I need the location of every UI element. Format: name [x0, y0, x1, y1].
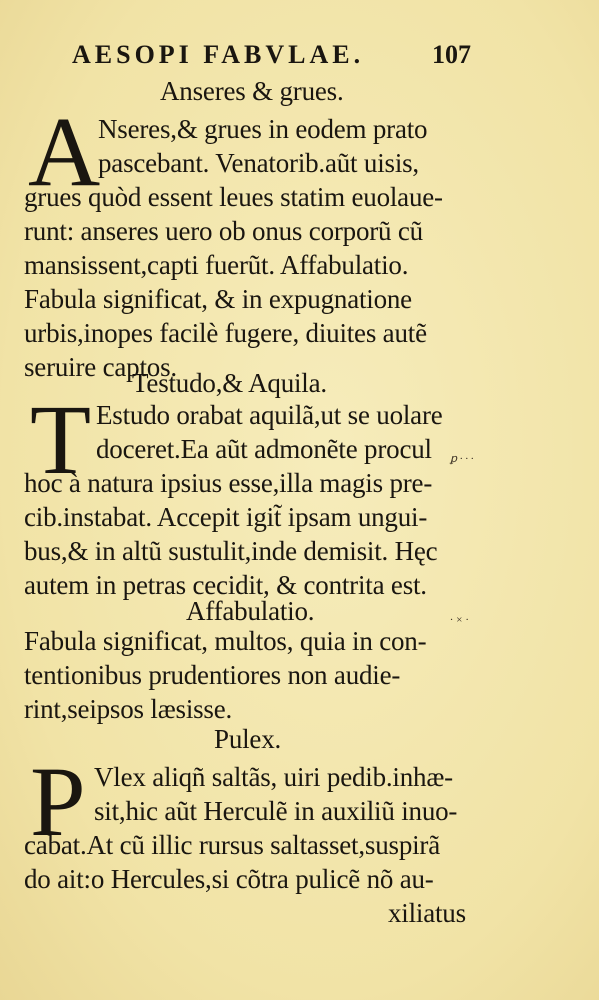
fable-title: Anseres & grues.: [160, 76, 344, 106]
text-line: cib.instabat. Accepit igit̃ ipsam ungui-: [24, 502, 428, 532]
text-line: doceret.Ea aũt admonẽte procul: [96, 434, 432, 464]
text-line: Estudo orabat aquilã,ut se uolare: [96, 400, 443, 430]
text-line: hoc à natura ipsius esse,illa magis pre-: [24, 468, 433, 498]
text-line: do ait:o Hercules,si cõtra pulicẽ nõ au-: [24, 864, 434, 894]
text-line: autem in petras cecidit, & contrita est.: [24, 570, 427, 600]
catchword: xiliatus: [388, 898, 466, 928]
text-line: cabat.At cũ illic rursus saltasset,suspirã: [24, 830, 440, 860]
text-line: Vlex aliqñ saltãs, uiri pedib.inhæ-: [94, 762, 453, 792]
text-line: runt: anseres uero ob onus corporũ cũ: [24, 216, 423, 246]
page-number: 107: [432, 40, 471, 69]
text-line: mansissent,capti fuerũt. Affabulatio.: [24, 250, 409, 280]
text-line: pascebant. Venatorib.aũt uisis,: [98, 148, 419, 178]
drop-capital: P: [30, 746, 86, 857]
marginal-note: ∙ × ∙: [450, 614, 469, 626]
text-line: bus,& in altũ sustulit,inde demisit. Hęc: [24, 536, 438, 566]
text-line: urbis,inopes facilè fugere, diuites autẽ: [24, 318, 427, 348]
text-line: Fabula significat, multos, quia in con-: [24, 626, 427, 656]
text-line: Nseres,& grues in eodem prato: [98, 114, 428, 144]
marginal-note: ꝑ ∙ ∙ ∙: [450, 453, 474, 465]
moral-heading: Affabulatio.: [186, 596, 315, 626]
text-line: seruire captos.: [24, 352, 177, 382]
text-line: rint,seipsos læsisse.: [24, 694, 233, 724]
text-line: sit,hic aũt Herculẽ in auxiliũ inuo-: [94, 796, 458, 826]
text-line: Fabula significat, & in expugnatione: [24, 284, 412, 314]
fable-title: Pulex.: [214, 724, 282, 754]
running-title: AESOPI FABVLAE.: [72, 40, 365, 69]
fable-title: Testudo,& Aquila.: [132, 368, 327, 398]
text-line: tentionibus prudentiores non audie-: [24, 660, 401, 690]
drop-capital: A: [28, 96, 101, 207]
drop-capital: T: [30, 384, 92, 495]
text-line: grues quòd essent leues statim euolaue-: [24, 182, 443, 212]
